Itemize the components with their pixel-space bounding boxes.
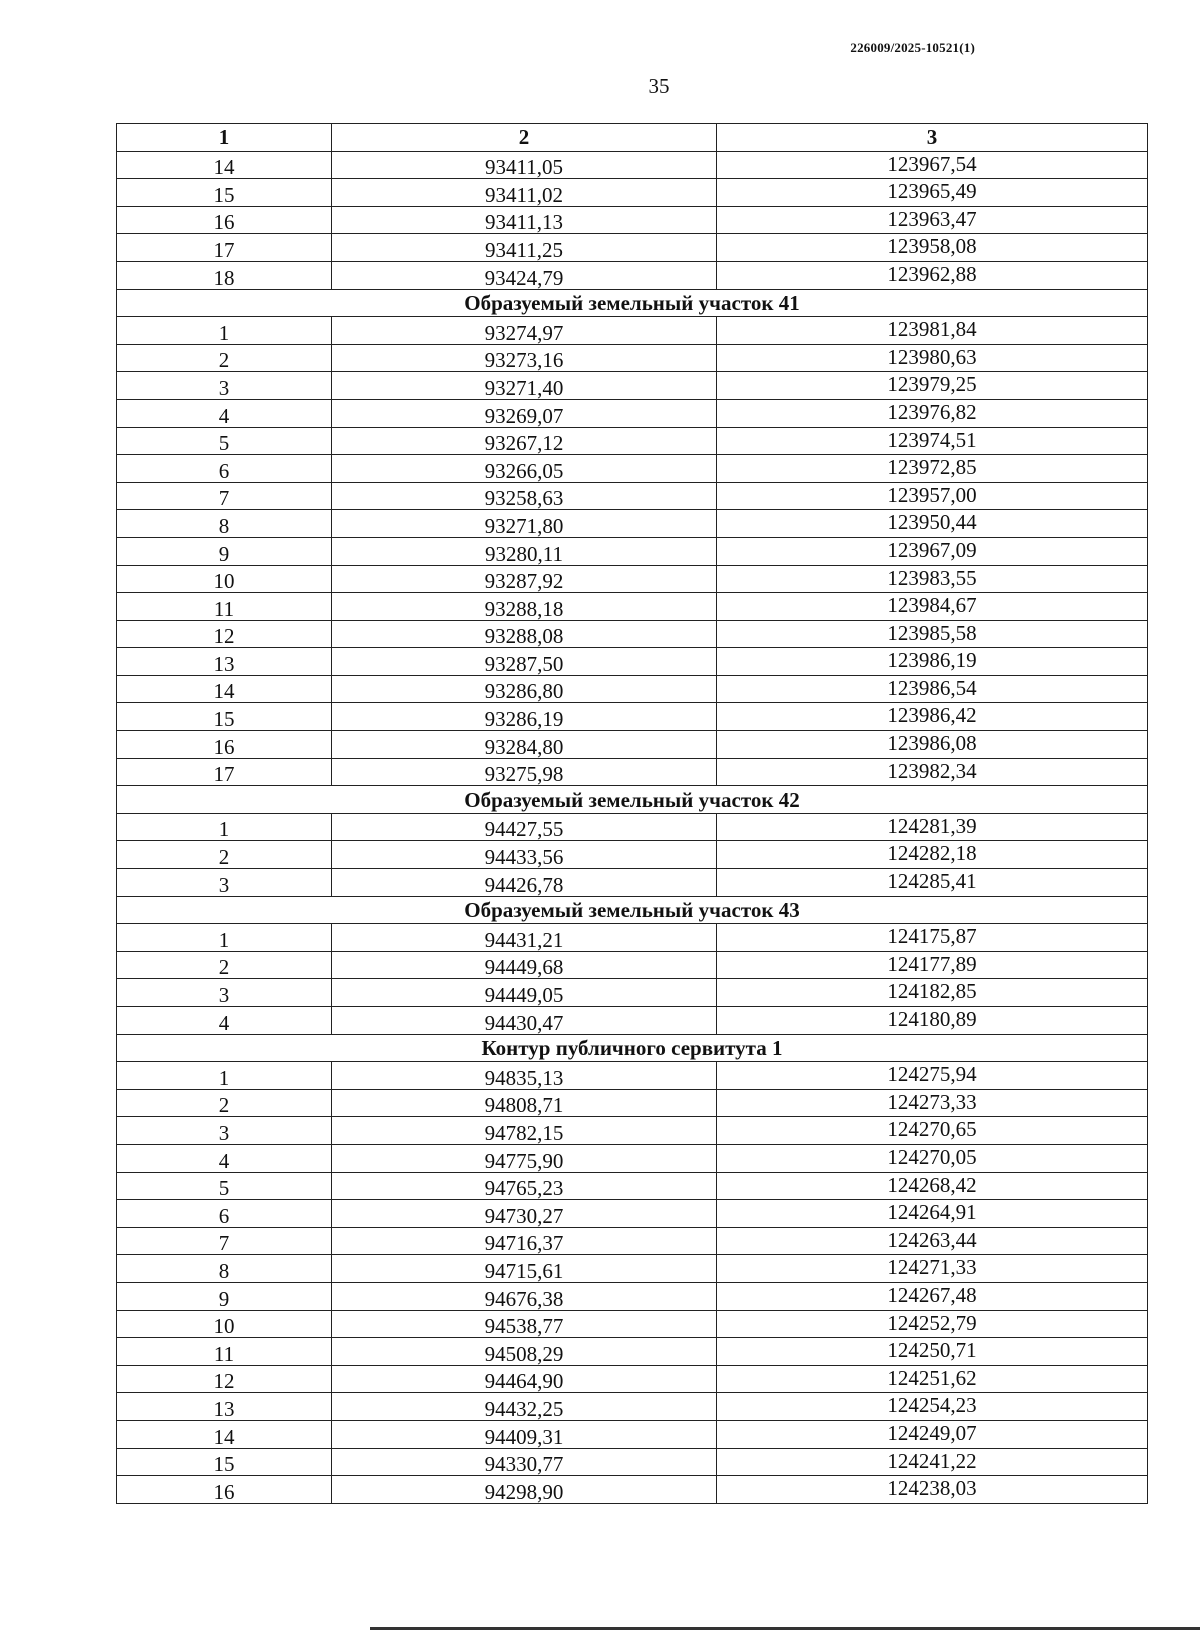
y-coordinate-cell: 123958,08 xyxy=(717,234,1148,262)
x-coordinate-cell: 93411,02 xyxy=(332,179,717,207)
y-coordinate-cell: 123981,84 xyxy=(717,317,1148,345)
x-coordinate-cell: 94330,77 xyxy=(332,1448,717,1476)
y-coordinate-cell: 124270,65 xyxy=(717,1117,1148,1145)
table-row xyxy=(117,344,1148,372)
point-number-cell: 13 xyxy=(117,648,332,676)
table-row xyxy=(117,1089,1148,1117)
table-row xyxy=(117,758,1148,786)
table-row xyxy=(117,813,1148,841)
point-number-cell: 15 xyxy=(117,703,332,731)
x-coordinate-cell: 93287,92 xyxy=(332,565,717,593)
y-coordinate-cell: 123980,63 xyxy=(717,344,1148,372)
table-row xyxy=(117,1255,1148,1283)
y-coordinate-cell: 124182,85 xyxy=(717,979,1148,1007)
table-row xyxy=(117,924,1148,952)
table-row xyxy=(117,1448,1148,1476)
table-row xyxy=(117,841,1148,869)
y-coordinate-cell: 124273,33 xyxy=(717,1089,1148,1117)
point-number-cell: 12 xyxy=(117,620,332,648)
point-number-cell: 14 xyxy=(117,675,332,703)
point-number-cell: 4 xyxy=(117,399,332,427)
table-row xyxy=(117,482,1148,510)
x-coordinate-cell: 93288,18 xyxy=(332,593,717,621)
x-coordinate-cell: 93411,25 xyxy=(332,234,717,262)
x-coordinate-cell: 94433,56 xyxy=(332,841,717,869)
y-coordinate-cell: 123963,47 xyxy=(717,206,1148,234)
x-coordinate-cell: 93411,05 xyxy=(332,151,717,179)
x-coordinate-cell: 93269,07 xyxy=(332,399,717,427)
page-number: 35 xyxy=(648,74,670,98)
point-number-cell: 4 xyxy=(117,1007,332,1035)
y-coordinate-cell: 124282,18 xyxy=(717,841,1148,869)
y-coordinate-cell: 124267,48 xyxy=(717,1282,1148,1310)
x-coordinate-cell: 93284,80 xyxy=(332,731,717,759)
y-coordinate-cell: 124275,94 xyxy=(717,1062,1148,1090)
table-row xyxy=(117,648,1148,676)
point-number-cell: 7 xyxy=(117,482,332,510)
x-coordinate-cell: 93267,12 xyxy=(332,427,717,455)
table-row xyxy=(117,399,1148,427)
table-row xyxy=(117,179,1148,207)
point-number-cell: 6 xyxy=(117,455,332,483)
table-row xyxy=(117,951,1148,979)
point-number-cell: 9 xyxy=(117,537,332,565)
y-coordinate-cell: 124285,41 xyxy=(717,869,1148,897)
y-coordinate-cell: 123976,82 xyxy=(717,399,1148,427)
x-coordinate-cell: 94835,13 xyxy=(332,1062,717,1090)
point-number-cell: 17 xyxy=(117,234,332,262)
table-header xyxy=(117,124,1148,152)
table-row xyxy=(117,565,1148,593)
point-number-cell: 11 xyxy=(117,1338,332,1366)
x-coordinate-cell: 94508,29 xyxy=(332,1338,717,1366)
table-row xyxy=(117,1310,1148,1338)
x-coordinate-cell: 94449,05 xyxy=(332,979,717,1007)
column-header-point: 1 xyxy=(117,124,332,152)
y-coordinate-cell: 124268,42 xyxy=(717,1172,1148,1200)
point-number-cell: 12 xyxy=(117,1365,332,1393)
table-row xyxy=(117,455,1148,483)
table-row xyxy=(117,979,1148,1007)
y-coordinate-cell: 124251,62 xyxy=(717,1365,1148,1393)
x-coordinate-cell: 93271,80 xyxy=(332,510,717,538)
point-number-cell: 18 xyxy=(117,261,332,289)
point-number-cell: 2 xyxy=(117,344,332,372)
x-coordinate-cell: 93258,63 xyxy=(332,482,717,510)
point-number-cell: 7 xyxy=(117,1227,332,1255)
y-coordinate-cell: 124175,87 xyxy=(717,924,1148,952)
point-number-cell: 16 xyxy=(117,731,332,759)
table-row xyxy=(117,1338,1148,1366)
table-row xyxy=(117,427,1148,455)
x-coordinate-cell: 94808,71 xyxy=(332,1089,717,1117)
y-coordinate-cell: 123985,58 xyxy=(717,620,1148,648)
x-coordinate-cell: 94298,90 xyxy=(332,1476,717,1504)
y-coordinate-cell: 124249,07 xyxy=(717,1420,1148,1448)
point-number-cell: 2 xyxy=(117,1089,332,1117)
y-coordinate-cell: 124241,22 xyxy=(717,1448,1148,1476)
x-coordinate-cell: 94782,15 xyxy=(332,1117,717,1145)
y-coordinate-cell: 123986,19 xyxy=(717,648,1148,676)
header-row xyxy=(117,124,1148,152)
x-coordinate-cell: 93287,50 xyxy=(332,648,717,676)
x-coordinate-cell: 93286,19 xyxy=(332,703,717,731)
point-number-cell: 9 xyxy=(117,1282,332,1310)
table-row xyxy=(117,731,1148,759)
y-coordinate-cell: 124263,44 xyxy=(717,1227,1148,1255)
point-number-cell: 16 xyxy=(117,1476,332,1504)
section-title: Образуемый земельный участок 43 xyxy=(117,896,1148,924)
table-row xyxy=(117,1144,1148,1172)
point-number-cell: 2 xyxy=(117,841,332,869)
point-number-cell: 3 xyxy=(117,869,332,897)
x-coordinate-cell: 94430,47 xyxy=(332,1007,717,1035)
point-number-cell: 1 xyxy=(117,924,332,952)
x-coordinate-cell: 94427,55 xyxy=(332,813,717,841)
x-coordinate-cell: 93286,80 xyxy=(332,675,717,703)
table-row xyxy=(117,620,1148,648)
table-row xyxy=(117,1117,1148,1145)
point-number-cell: 3 xyxy=(117,979,332,1007)
point-number-cell: 1 xyxy=(117,813,332,841)
table-row xyxy=(117,151,1148,179)
table-row xyxy=(117,1365,1148,1393)
x-coordinate-cell: 93288,08 xyxy=(332,620,717,648)
y-coordinate-cell: 123965,49 xyxy=(717,179,1148,207)
point-number-cell: 13 xyxy=(117,1393,332,1421)
x-coordinate-cell: 93274,97 xyxy=(332,317,717,345)
point-number-cell: 11 xyxy=(117,593,332,621)
point-number-cell: 3 xyxy=(117,1117,332,1145)
y-coordinate-cell: 124264,91 xyxy=(717,1200,1148,1228)
y-coordinate-cell: 123979,25 xyxy=(717,372,1148,400)
section-row xyxy=(117,786,1148,814)
x-coordinate-cell: 94464,90 xyxy=(332,1365,717,1393)
document-id: 226009/2025-10521(1) xyxy=(850,40,975,55)
y-coordinate-cell: 124238,03 xyxy=(717,1476,1148,1504)
table-row xyxy=(117,703,1148,731)
section-row xyxy=(117,289,1148,317)
table-row xyxy=(117,234,1148,262)
section-row xyxy=(117,896,1148,924)
y-coordinate-cell: 124252,79 xyxy=(717,1310,1148,1338)
x-coordinate-cell: 94676,38 xyxy=(332,1282,717,1310)
point-number-cell: 2 xyxy=(117,951,332,979)
point-number-cell: 5 xyxy=(117,427,332,455)
point-number-cell: 8 xyxy=(117,510,332,538)
table-row xyxy=(117,1393,1148,1421)
y-coordinate-cell: 123967,09 xyxy=(717,537,1148,565)
table-row xyxy=(117,1476,1148,1504)
x-coordinate-cell: 93411,13 xyxy=(332,206,717,234)
x-coordinate-cell: 93273,16 xyxy=(332,344,717,372)
x-coordinate-cell: 94538,77 xyxy=(332,1310,717,1338)
table-row xyxy=(117,317,1148,345)
point-number-cell: 17 xyxy=(117,758,332,786)
point-number-cell: 4 xyxy=(117,1144,332,1172)
table-row xyxy=(117,869,1148,897)
table-row xyxy=(117,510,1148,538)
y-coordinate-cell: 124180,89 xyxy=(717,1007,1148,1035)
section-title: Образуемый земельный участок 42 xyxy=(117,786,1148,814)
y-coordinate-cell: 124271,33 xyxy=(717,1255,1148,1283)
table-row xyxy=(117,675,1148,703)
x-coordinate-cell: 93280,11 xyxy=(332,537,717,565)
y-coordinate-cell: 124177,89 xyxy=(717,951,1148,979)
table-row xyxy=(117,1200,1148,1228)
x-coordinate-cell: 94409,31 xyxy=(332,1420,717,1448)
point-number-cell: 10 xyxy=(117,1310,332,1338)
y-coordinate-cell: 123972,85 xyxy=(717,455,1148,483)
point-number-cell: 16 xyxy=(117,206,332,234)
y-coordinate-cell: 123982,34 xyxy=(717,758,1148,786)
table-body xyxy=(117,151,1148,1503)
y-coordinate-cell: 123986,54 xyxy=(717,675,1148,703)
point-number-cell: 15 xyxy=(117,1448,332,1476)
table-row xyxy=(117,1172,1148,1200)
y-coordinate-cell: 124281,39 xyxy=(717,813,1148,841)
section-title: Контур публичного сервитута 1 xyxy=(117,1034,1148,1062)
y-coordinate-cell: 123967,54 xyxy=(717,151,1148,179)
x-coordinate-cell: 93271,40 xyxy=(332,372,717,400)
y-coordinate-cell: 124250,71 xyxy=(717,1338,1148,1366)
y-coordinate-cell: 123957,00 xyxy=(717,482,1148,510)
y-coordinate-cell: 123950,44 xyxy=(717,510,1148,538)
x-coordinate-cell: 94715,61 xyxy=(332,1255,717,1283)
y-coordinate-cell: 124254,23 xyxy=(717,1393,1148,1421)
point-number-cell: 6 xyxy=(117,1200,332,1228)
section-row xyxy=(117,1034,1148,1062)
point-number-cell: 15 xyxy=(117,179,332,207)
point-number-cell: 14 xyxy=(117,1420,332,1448)
point-number-cell: 14 xyxy=(117,151,332,179)
table-row xyxy=(117,1007,1148,1035)
x-coordinate-cell: 94432,25 xyxy=(332,1393,717,1421)
point-number-cell: 1 xyxy=(117,317,332,345)
x-coordinate-cell: 94716,37 xyxy=(332,1227,717,1255)
table-row xyxy=(117,537,1148,565)
table-row xyxy=(117,261,1148,289)
y-coordinate-cell: 123983,55 xyxy=(717,565,1148,593)
section-title: Образуемый земельный участок 41 xyxy=(117,289,1148,317)
point-number-cell: 5 xyxy=(117,1172,332,1200)
table-row xyxy=(117,372,1148,400)
x-coordinate-cell: 94426,78 xyxy=(332,869,717,897)
x-coordinate-cell: 94431,21 xyxy=(332,924,717,952)
table-row xyxy=(117,1227,1148,1255)
y-coordinate-cell: 124270,05 xyxy=(717,1144,1148,1172)
y-coordinate-cell: 123984,67 xyxy=(717,593,1148,621)
table-row xyxy=(117,1420,1148,1448)
point-number-cell: 1 xyxy=(117,1062,332,1090)
y-coordinate-cell: 123974,51 xyxy=(717,427,1148,455)
column-header-x: 2 xyxy=(332,124,717,152)
table-row xyxy=(117,206,1148,234)
point-number-cell: 10 xyxy=(117,565,332,593)
table-row xyxy=(117,1282,1148,1310)
x-coordinate-cell: 94765,23 xyxy=(332,1172,717,1200)
table-row xyxy=(117,1062,1148,1090)
coordinates-table xyxy=(116,123,1148,1504)
x-coordinate-cell: 93275,98 xyxy=(332,758,717,786)
x-coordinate-cell: 94775,90 xyxy=(332,1144,717,1172)
y-coordinate-cell: 123962,88 xyxy=(717,261,1148,289)
y-coordinate-cell: 123986,42 xyxy=(717,703,1148,731)
x-coordinate-cell: 93266,05 xyxy=(332,455,717,483)
point-number-cell: 8 xyxy=(117,1255,332,1283)
x-coordinate-cell: 94730,27 xyxy=(332,1200,717,1228)
x-coordinate-cell: 93424,79 xyxy=(332,261,717,289)
x-coordinate-cell: 94449,68 xyxy=(332,951,717,979)
table-row xyxy=(117,593,1148,621)
column-header-y: 3 xyxy=(717,124,1148,152)
point-number-cell: 3 xyxy=(117,372,332,400)
y-coordinate-cell: 123986,08 xyxy=(717,731,1148,759)
